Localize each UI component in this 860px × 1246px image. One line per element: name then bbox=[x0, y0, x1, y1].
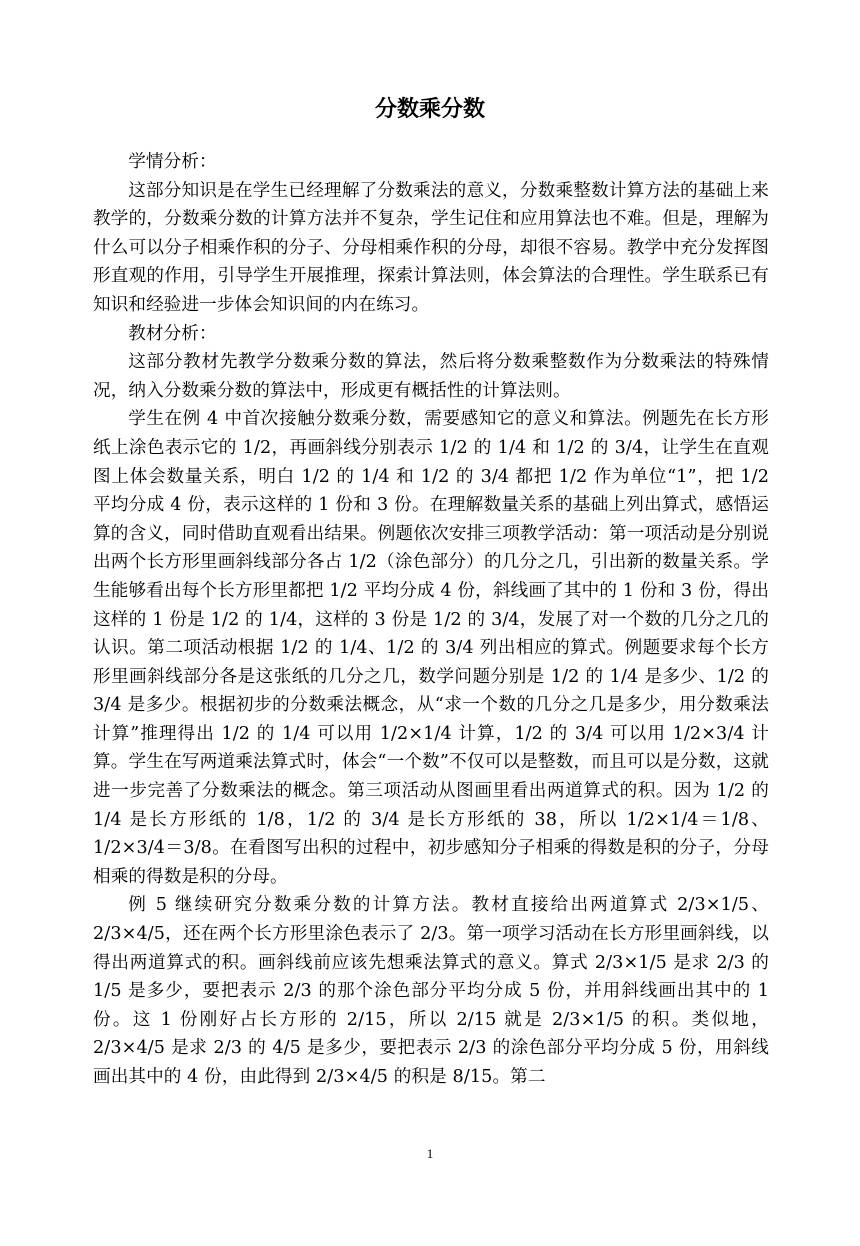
paragraph-example-5: 例 5 继续研究分数乘分数的计算方法。教材直接给出两道算式 2/3×1/5、2/3×4/5，还在两个长方形里涂色表示了 2/3。第一项学习活动在长方形里画斜线，以得出两道算式的积。画斜线前应该先想乘法算式的意义。算式 2/3×1/5 是求 2/3 的 1/5 是多少，要把表示 2/3 的那个涂色部分平均分成 5 份，并用斜线画出其中的 1 份。这 1 份刚好占长方形的 2/15，所以 2/15 就是 2/3×1/5 的积。类似地，2/3×4/5 是求 2/3 的 4/5 是多少，要把表示 2/3 的涂色部分平均分成 5 份，用斜线画出其中的 4 份，由此得到 2/3×4/5 的积是 8/15。第二 bbox=[93, 895, 769, 1087]
paragraph-student-analysis: 这部分知识是在学生已经理解了分数乘法的意义，分数乘整数计算方法的基础上来教学的，分数乘分数的计算方法并不复杂，学生记住和应用算法也不难。但是，理解为什么可以分子相乘作积的分子、分母相乘作积的分母，却很不容易。教学中充分发挥图形直观的作用，引导学生开展推理，探索计算法则，体会算法的合理性。学生联系已有知识和经验进一步体会知识间的内在练习。 bbox=[93, 180, 769, 315]
document-body bbox=[93, 148, 769, 1092]
paragraph-textbook-overview: 这部分教材先教学分数乘分数的算法，然后将分数乘整数作为分数乘法的特殊情况，纳入分数乘分数的算法中，形成更有概括性的计算法则。 bbox=[93, 352, 769, 401]
page-number: 1 bbox=[426, 1146, 434, 1161]
section-label-student-analysis: 学情分析： bbox=[128, 152, 217, 172]
paragraph-example-4: 学生在例 4 中首次接触分数乘分数，需要感知它的意义和算法。例题先在长方形纸上涂色表示它的 1/2，再画斜线分别表示 1/2 的 1/4 和 1/2 的 3/4，让学生在直观图上体会数量关系，明白 1/2 的 1/4 和 1/2 的 3/4 都把 1/2 作为单位“1”，把 1/2 平均分成 4 份，表示这样的 1 份和 3 份。在理解数量关系的基础上列出算式，感悟运算的含义，同时借助直观看出结果。例题依次安排三项教学活动：第一项活动是分别说出两个长方形里画斜线部分各占 1/2（涂色部分）的几分之几，引出新的数量关系。学生能够看出每个长方形里都把 1/2 平均分成 4 份，斜线画了其中的 1 份和 3 份，得出这样的 1 份是 1/2 的 1/4，这样的 3 份是 1/2 的 3/4，发展了对一个数的几分之几的认识。第二项活动根据 1/2 的 1/4、1/2 的 3/4 列出相应的算式。例题要求每个长方形里画斜线部分各是这张纸的几分之几，数学问题分别是 1/2 的 1/4 是多少、1/2 的 3/4 是多少。根据初步的分数乘法概念，从“求一个数的几分之几是多少，用分数乘法计算”推理得出 1/2 的 1/4 可以用 1/2×1/4 计算，1/2 的 3/4 可以用 1/2×3/4 计算。学生在写两道乘法算式时，体会“一个数”不仅可以是整数，而且可以是分数，这就进一步完善了分数乘法的概念。第三项活动从图画里看出两道算式的积。因为 1/2 的 1/4 是长方形纸的 1/8，1/2 的 3/4 是长方形纸的 38，所以 1/2×1/4＝1/8、1/2×3/4＝3/8。在看图写出积的过程中，初步感知分子相乘的得数是积的分子，分母相乘的得数是积的分母。 bbox=[93, 409, 769, 887]
section-label-textbook-analysis: 教材分析： bbox=[128, 323, 217, 344]
page-title: 分数乘分数 bbox=[374, 97, 485, 122]
